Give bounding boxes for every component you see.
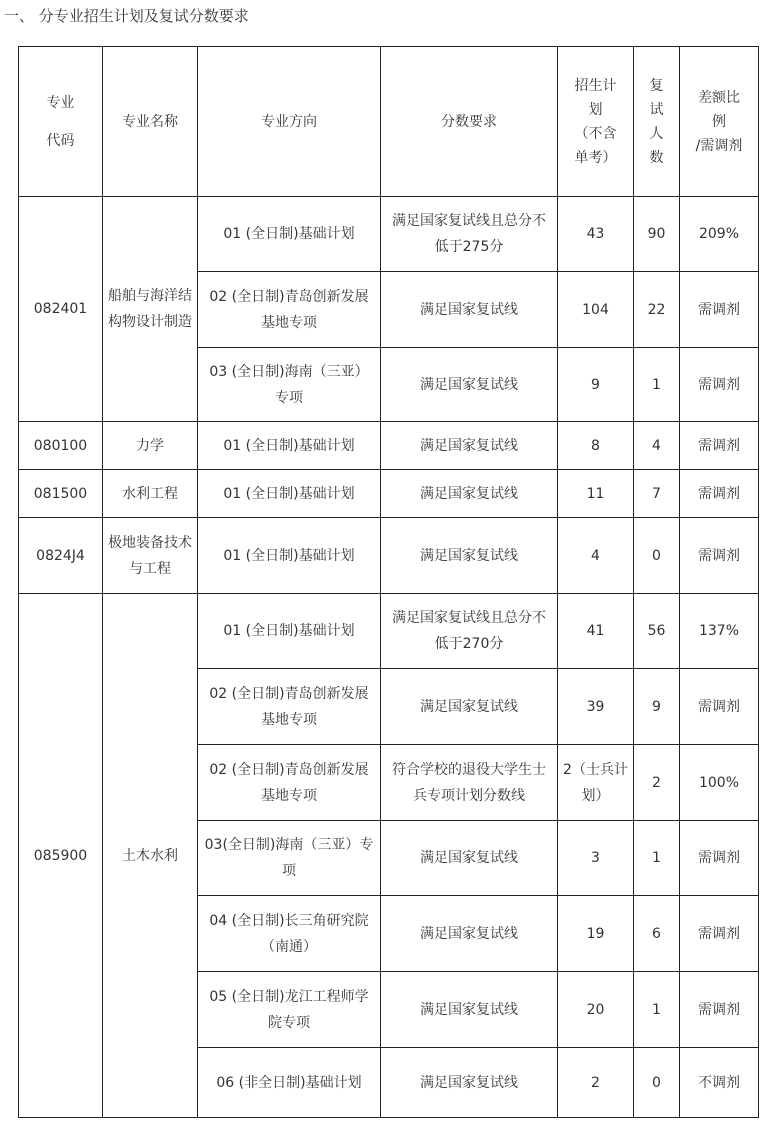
score-cell: 符合学校的退役大学生士兵专项计划分数线: [381, 745, 558, 821]
table-row: [19, 470, 759, 518]
ratio-cell: 不调剂: [680, 1048, 759, 1118]
table-row: [19, 518, 759, 594]
major-name-cell: 极地装备技术与工程: [103, 518, 198, 594]
quota-cell: 104: [558, 272, 634, 348]
interview-cell: 4: [634, 422, 680, 470]
major-name-cell: 水利工程: [103, 470, 198, 518]
quota-cell: 2: [558, 1048, 634, 1118]
ratio-cell: 需调剂: [680, 972, 759, 1048]
quota-cell: 2（士兵计划）: [558, 745, 634, 821]
table-row: [19, 422, 759, 470]
direction-cell: 01 (全日制)基础计划: [198, 197, 381, 272]
table-row: [19, 197, 759, 272]
ratio-cell: 需调剂: [680, 348, 759, 422]
enrollment-plan-table: [18, 46, 759, 1118]
major-code-cell: 080100: [19, 422, 103, 470]
ratio-cell: 需调剂: [680, 518, 759, 594]
score-cell: 满足国家复试线: [381, 1048, 558, 1118]
interview-cell: 0: [634, 1048, 680, 1118]
header-direction: 专业方向: [198, 47, 381, 197]
header-enrollment-quota: 招生计 划 （不含 单考）: [558, 47, 634, 197]
ratio-cell: 209%: [680, 197, 759, 272]
interview-cell: 7: [634, 470, 680, 518]
header-row: [19, 47, 759, 197]
interview-cell: 1: [634, 348, 680, 422]
score-cell: 满足国家复试线: [381, 972, 558, 1048]
direction-cell: 01 (全日制)基础计划: [198, 422, 381, 470]
direction-cell: 03(全日制)海南（三亚）专项: [198, 821, 381, 896]
score-cell: 满足国家复试线: [381, 272, 558, 348]
score-cell: 满足国家复试线: [381, 470, 558, 518]
ratio-cell: 137%: [680, 594, 759, 669]
quota-cell: 3: [558, 821, 634, 896]
quota-cell: 20: [558, 972, 634, 1048]
interview-cell: 1: [634, 972, 680, 1048]
ratio-cell: 需调剂: [680, 470, 759, 518]
quota-cell: 19: [558, 896, 634, 972]
score-cell: 满足国家复试线: [381, 821, 558, 896]
quota-cell: 39: [558, 669, 634, 745]
ratio-cell: 需调剂: [680, 422, 759, 470]
direction-cell: 06 (非全日制)基础计划: [198, 1048, 381, 1118]
score-cell: 满足国家复试线且总分不低于275分: [381, 197, 558, 272]
ratio-cell: 需调剂: [680, 669, 759, 745]
table-row: [19, 594, 759, 669]
quota-cell: 8: [558, 422, 634, 470]
header-major-name: 专业名称: [103, 47, 198, 197]
score-cell: 满足国家复试线且总分不低于270分: [381, 594, 558, 669]
direction-cell: 01 (全日制)基础计划: [198, 518, 381, 594]
quota-cell: 41: [558, 594, 634, 669]
ratio-cell: 需调剂: [680, 896, 759, 972]
direction-cell: 04 (全日制)长三角研究院（南通）: [198, 896, 381, 972]
quota-cell: 43: [558, 197, 634, 272]
major-code-cell: 085900: [19, 594, 103, 1118]
major-code-cell: 0824J4: [19, 518, 103, 594]
score-cell: 满足国家复试线: [381, 896, 558, 972]
quota-cell: 9: [558, 348, 634, 422]
major-code-cell: 081500: [19, 470, 103, 518]
interview-cell: 2: [634, 745, 680, 821]
interview-cell: 1: [634, 821, 680, 896]
ratio-cell: 100%: [680, 745, 759, 821]
header-major-code: 专业 代码: [19, 47, 103, 197]
quota-cell: 11: [558, 470, 634, 518]
major-name-cell: 土木水利: [103, 594, 198, 1118]
interview-cell: 22: [634, 272, 680, 348]
direction-cell: 03 (全日制)海南（三亚）专项: [198, 348, 381, 422]
header-score-requirement: 分数要求: [381, 47, 558, 197]
direction-cell: 01 (全日制)基础计划: [198, 594, 381, 669]
interview-cell: 6: [634, 896, 680, 972]
major-name-cell: 力学: [103, 422, 198, 470]
score-cell: 满足国家复试线: [381, 669, 558, 745]
direction-cell: 02 (全日制)青岛创新发展基地专项: [198, 272, 381, 348]
quota-cell: 4: [558, 518, 634, 594]
direction-cell: 05 (全日制)龙江工程师学院专项: [198, 972, 381, 1048]
section-heading: 一、 分专业招生计划及复试分数要求: [4, 7, 249, 25]
score-cell: 满足国家复试线: [381, 518, 558, 594]
score-cell: 满足国家复试线: [381, 422, 558, 470]
ratio-cell: 需调剂: [680, 272, 759, 348]
ratio-cell: 需调剂: [680, 821, 759, 896]
score-cell: 满足国家复试线: [381, 348, 558, 422]
header-ratio: 差额比 例 /需调剂: [680, 47, 759, 197]
interview-cell: 56: [634, 594, 680, 669]
major-code-cell: 082401: [19, 197, 103, 422]
interview-cell: 90: [634, 197, 680, 272]
direction-cell: 01 (全日制)基础计划: [198, 470, 381, 518]
direction-cell: 02 (全日制)青岛创新发展基地专项: [198, 745, 381, 821]
direction-cell: 02 (全日制)青岛创新发展基地专项: [198, 669, 381, 745]
header-interview-count: 复 试 人 数: [634, 47, 680, 197]
interview-cell: 9: [634, 669, 680, 745]
interview-cell: 0: [634, 518, 680, 594]
major-name-cell: 船舶与海洋结构物设计制造: [103, 197, 198, 422]
